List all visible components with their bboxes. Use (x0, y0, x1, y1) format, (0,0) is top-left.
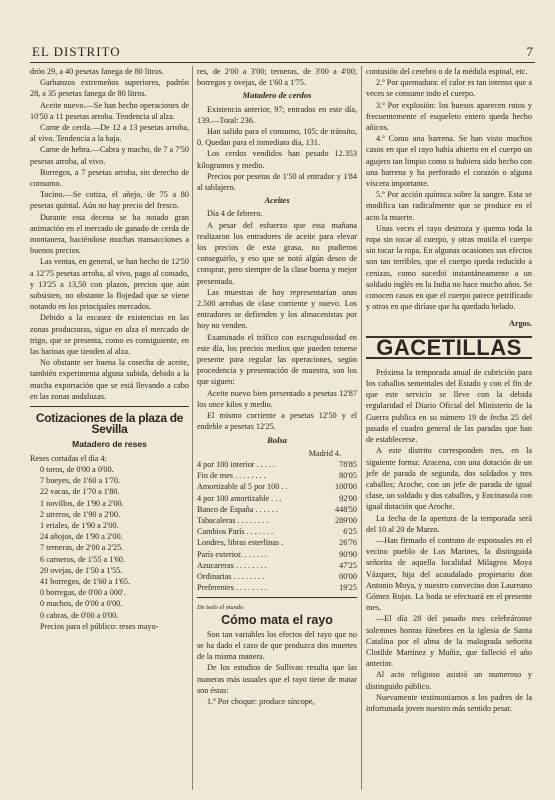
row-value: 47'25 (339, 560, 357, 570)
list-item: 0 cabras, de 0'00 a 0'00. (40, 610, 119, 620)
list-item: 0 machos, de 0'00 a 0'00. (40, 599, 123, 609)
article-title: Cómo mata el rayo (221, 612, 333, 627)
article-paragraph: Unas veces el rayo destroza y quema toda la ropa sin tocar al cuerpo, y otras mutila el cuerpo sin tocar la ropa. En algunas ocasiones sus efectos son tan terribles, que el cuerpo queda reducido a cenizas, como sucedió instantáneamente a un soldado inglés en la India no hace mucho años. Se conocen casos en que el cuerpo parece petrificado y otros en que diríase que ha quedado helado. (366, 223, 532, 312)
cerdos-paragraph: Existencia anterior, 97; entrados en este día, 139.—Total: 236. (197, 104, 357, 125)
market-paragraph: Aceite nuevo.—Se han hecho operaciones de 10'50 a 11 pesetas arroba. Tendencia al alza. (30, 100, 189, 121)
market-paragraph: drón 29, a 40 pesetas fanega de 80 litros. (30, 67, 164, 76)
row-label: 4 por 100 interior . . . . . (197, 459, 275, 469)
table-row (197, 504, 357, 515)
list-item: 1 eriales, de 1'90 a 2'00. (40, 520, 119, 530)
row-value: 289'00 (335, 515, 357, 525)
list-item: 7 terneras, de 2'00 a 2'25. (40, 543, 124, 553)
column-2 (197, 66, 357, 790)
news-paragraph: —Han firmado el contrato de esponsales en el vecino pueblo de Los Marines, la distinguida señorita de aquella localidad Milagros Moya Vázquez, hija del acaudalado propietario don Antonio Moya, y nuestro convecino don Laureano Gómez Rojas. La boda se efectuará en el presente mes. (366, 535, 532, 613)
section-rule (30, 406, 189, 407)
row-label: Fin de mes . . . . . . . . (197, 471, 266, 481)
aceites-paragraph: Aceite nuevo bien presentado a pesetas 12'87 los once kilos y medio. (197, 388, 357, 409)
row-value: 80'05 (339, 471, 357, 481)
list-item: 0 toros, de 0'00 a 0'00. (40, 464, 114, 474)
row-value: 448'50 (335, 504, 357, 514)
row-label: Tabacaleras . . . . . . . . (197, 515, 269, 525)
table-row (197, 493, 357, 504)
section-kicker: De todo el mundo (197, 604, 244, 612)
row-label: 4 por 100 amortizable . . . (197, 493, 282, 503)
article-paragraph: 2.º Por quemadura: el calor es tan intenso que a veces se consume todo el cuerpo. (366, 78, 532, 99)
list-item: 1 novillos, de 1'90 a 2'00. (40, 498, 124, 508)
header-rule (30, 62, 535, 63)
page-number: 7 (526, 44, 533, 59)
list-item: 2 utreros, de 1'90 a 2'00. (40, 509, 121, 519)
row-value: 92'00 (339, 493, 357, 503)
market-paragraph: Carne de cerda.—De 12 a 13 pesetas arroba, al vivo. Tendencia a la baja. (30, 123, 189, 144)
column-divider-2 (361, 66, 362, 790)
news-paragraph: Próxima la temporada anual de cubrición para los caballos sementales del Estado y con el fin de que este servicio se lleve con la debida regularidad el Diario Oficial del Ministerio de la Guerra publica en su número 19 de fecha 25 del pasado el cuadro general de las paradas que han de establecerse. (366, 367, 532, 445)
row-label: Londres, libras esterlinas . (197, 538, 284, 548)
table-row (197, 470, 357, 481)
aceites-paragraph: A pesar del esfuerzo que esta mañana realizaron los entradores de aceite para elevar los precios de esta grasa, no pudieron conseguirlo, y eso que se notó algún deseo de comprar, pero siempre de la clase buena y mejor presentada. (197, 220, 357, 286)
market-paragraph: Las ventas, en general, se han hecho de 12'50 a 12'75 pesetas arroba, al vivo, pago al contado, y 13'25 a 13,50 con plazos, precios que aún subsisten, no obstante la flojedad que se viene notando en los principales mercados. (30, 257, 189, 312)
list-item: 6 carneros, de 1'55 a 1'60. (40, 554, 126, 564)
news-paragraph: Nuevamente testimoniamos a los padres de la infortunada joven nuestro más sentido pesar. (366, 692, 532, 713)
article-paragraph: De los estudios de Sullivan resulta que las maneras más usuales que el rayo tiene de matar son éstas: (197, 663, 357, 695)
author-signature: Argos. (509, 319, 532, 329)
aceites-paragraph: Día 4 de febrero. (207, 209, 263, 219)
market-paragraph: Tocino.—Se cotiza, el añejo, de 75 a 80 pesetas quintal. Aún no hay precio del fresco. (30, 190, 189, 211)
row-value: 90'90 (339, 549, 357, 559)
table-row (197, 582, 357, 593)
news-paragraph: —El día 28 del pasado mes celebráronse solemnes honras fúnebres en la iglesia de Santa Catalina por el alma de la malograda señorita Clotilde Martínez y Muñiz, que falleció el año anterior. (366, 614, 532, 669)
table-row (197, 571, 357, 582)
matadero-cerdos-title: Matadero de cerdos (242, 90, 312, 101)
bolsa-title: Bolsa (267, 434, 287, 445)
aceites-paragraph: El mismo corriente a pesetas 12'50 y el endeble a pesetas 12'25. (197, 411, 357, 432)
list-item: 22 vacas, de 1'70 a 1'80. (40, 487, 120, 497)
matadero-reses-title: Matadero de reses (72, 438, 147, 449)
list-item: 41 borregos, de 1'60 a 1'65. (40, 576, 131, 586)
row-value: 19'25 (339, 583, 357, 593)
prices-continued: res, de 2'00 a 3'00; terneras, de 3'00 a 4'00; borregos y ovejas, de 1'60 a 1'75. (197, 67, 357, 88)
row-label: Amortizable al 5 por 100 . . (197, 482, 288, 492)
row-label: Cambios París . . . . . . . (197, 527, 274, 537)
row-label: Preferentes . . . . . . . . (197, 583, 267, 593)
column-1 (30, 66, 189, 790)
column-3 (366, 66, 532, 790)
gacetillas-title: GACETILLAS (366, 336, 532, 359)
market-paragraph: Durante esta decena se ha notado gran animación en el mercado de ganado de cerda de montanera, haciéndose muchas transacciones a buenos precios. (30, 212, 189, 256)
article-paragraph: 1.º Por choque: produce síncope, (207, 696, 315, 706)
table-row (197, 526, 357, 537)
cerdos-paragraph: Precios por pesetas de 1'50 al entrador y 1'84 al tablajero. (197, 171, 357, 193)
article-paragraph: contusión del cerebro o de la médula espinal, etc. (366, 67, 528, 76)
seville-quotes-title: Cotizaciones de la plaza de Sevilla (35, 411, 184, 437)
news-paragraph: A este distrito corresponden tres, en la siguiente forma: Aracena, con una dotación de un jefe de parada de segunda, dos soldados y tres caballos; Aroche, con un jefe de parada de igual clase, un soldado y dos caballos, y Encinasola con igual dotación que Aroche. (366, 446, 532, 512)
public-prices: Precios para el público: reses mayo- (40, 621, 159, 631)
row-label: Azucareras . . . . . . . . (197, 560, 267, 570)
row-label: Ordinarias . . . . . . . . (197, 571, 265, 581)
cerdos-paragraph: Los cerdos vendidos han pesado 12.353 kilogramos y medio. (197, 149, 357, 170)
row-value: 100'00 (335, 482, 357, 492)
row-value: 26'76 (339, 538, 357, 548)
market-paragraph: Debido a la escasez de existencias en las zonas productoras, sigue en alza el mercado de trigo, que se presenta, como es consiguiente, en las harinas que tienden al alza. (30, 313, 189, 357)
newspaper-name: EL DISTRITO (32, 44, 121, 59)
matadero-intro: Reses cortadas el día 4: (30, 453, 107, 463)
article-paragraph: 4.º Como una barrena. Se han visto muchos casos en que el rayo había abierto en el cuerpo un agujero tan limpio como si hubiera sido hecho con una barrena y ha perforado el corazón o alguna víscera importante. (366, 134, 532, 189)
section-rule (197, 597, 357, 598)
column-divider-1 (192, 66, 193, 790)
row-value: 78'85 (339, 459, 357, 469)
matadero-list (30, 464, 189, 621)
row-label: París exterior. . . . . . . (197, 549, 268, 559)
table-row (197, 537, 357, 548)
row-label: Banco de España . . . . . . (197, 504, 278, 514)
bolsa-city: Madrid 4. (308, 448, 341, 458)
market-paragraph: Carne de hebra.—Cabra y macho, de 7 a 7'50 pesetas arroba, al vivo. (30, 145, 189, 166)
table-row (197, 515, 357, 526)
aceites-paragraph: Examinado el tráfico con escrupulosidad en este día, los precios medios que pueden tenerse presente para regular las operaciones, según procedencia y presentación de muestra, son los que siguen: (197, 332, 357, 387)
aceites-title: Aceites (264, 195, 290, 206)
article-paragraph: Son tan variables los efectos del rayo que no se ha dado el caso de que produzca dos muertes de la misma manera. (197, 629, 357, 662)
table-row (197, 549, 357, 560)
market-paragraph: Borregos, a 7 pesetas arroba, sin derecho de consumo. (30, 167, 189, 189)
market-paragraph: No obstante ser buena la cosecha de aceite, también experimenta alguna subida, debido a la mucha exportación que se está llevando a cabo en las zonas andaluzas. (30, 358, 189, 401)
news-paragraph: La fecha de la apertura de la temporada será del 10 al 20 de Marzo. (366, 513, 532, 534)
table-row (197, 459, 357, 470)
page-header (0, 0, 555, 62)
row-value: 00'00 (339, 571, 357, 581)
article-paragraph: 3.º Por explosión: los huesos aparecen rotos y frecuentemente el esqueleto entero queda hecho añicos. (366, 100, 532, 133)
table-row (197, 481, 357, 492)
list-item: 20 ovejas, de 1'50 a 1'55. (40, 565, 123, 575)
market-paragraph: Garbanzos extremeños superiores, padrón 28, a 35 pesetas fanega de 80 litros. (30, 78, 189, 99)
article-paragraph: 5.º Por acción química sobre la sangre. Esta se modifica tan radicalmente que se produce en el acto la muerte. (366, 190, 532, 222)
row-value: 6'25 (343, 527, 357, 537)
market-report (30, 66, 189, 402)
list-item: 0 borregas, de 0'00 a 000'. (40, 588, 126, 598)
news-paragraph: Al acto religioso asistió un numeroso y distinguido público. (366, 670, 532, 691)
bolsa-table (197, 459, 357, 593)
table-row (197, 560, 357, 571)
list-item: 7 bueyes, de 1'60 a 1'70. (40, 476, 121, 486)
list-item: 24 añojos, de 1'90 a 2'00. (40, 532, 123, 542)
cerdos-paragraph: Han salido para el consumo, 105; de tránsito, 0. Quedan para el inmediato día, 131. (197, 127, 357, 148)
aceites-paragraph: Las muestras de hoy representarían unas 2.500 arrobas de clase corriente y nuevo. Los entradores se defienden y los almacenistas por hoy no venden. (197, 287, 357, 331)
